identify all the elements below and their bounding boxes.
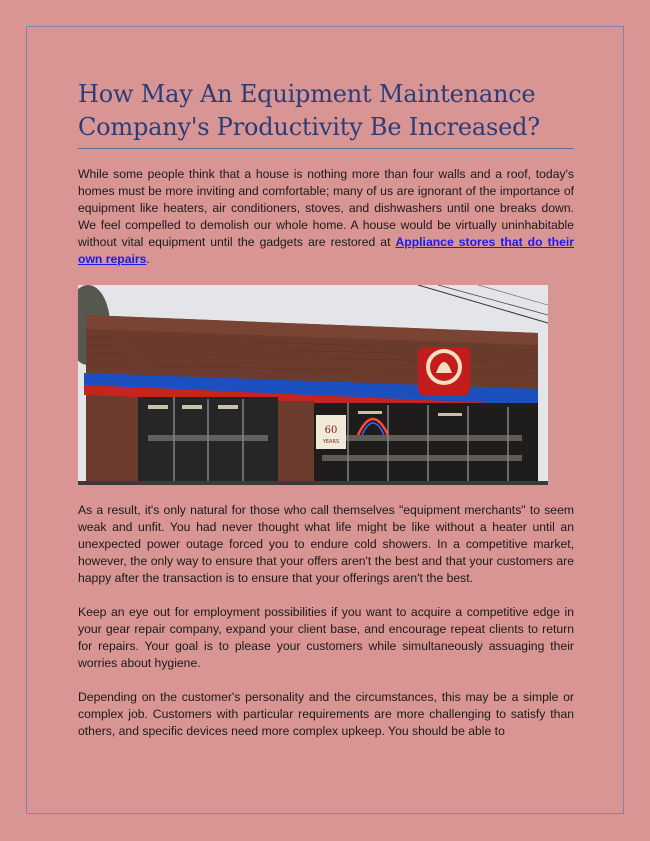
paragraph-2: As a result, it's only natural for those who call themselves "equipment merchants" to seem weak and unfit. You had never thought what life might be like without a heater until an unexpected power outage forced you to endure cold showers. In a competitive market, however, the only way to ensure that your offers aren't the best and that your customers are happy after the transaction is to ensure that your offerings aren't the best.	[78, 503, 574, 585]
title-underline	[78, 148, 574, 149]
document-body	[78, 78, 574, 740]
paragraph-1	[78, 166, 574, 268]
storefront-illustration	[78, 285, 548, 485]
sign-years-label: YEARS	[322, 439, 340, 445]
sign-60-years: 60	[324, 425, 338, 436]
paragraph-1-text: While some people think that a house is nothing more than four walls and a roof, today's homes must be more inviting and comfortable; many of us are ignorant of the importance of equipment like heaters, air conditioners, stoves, and dishwashers until one breaks down. We feel compelled to demolish our whole home. A house would be virtually uninhabitable without vital equipment until the gadgets are restored at	[78, 167, 574, 249]
appliance-stores-link[interactable]: Appliance stores that do their own repairs	[78, 235, 574, 266]
page-title: How May An Equipment Maintenance Company's Productivity Be Increased?	[78, 80, 540, 141]
paragraph-4: Depending on the customer's personality and the circumstances, this may be a simple or complex job. Customers with particular requirements are more challenging to satisfy than others, and specific devices need more complex upkeep. You should be able to	[78, 690, 574, 738]
paragraph-1-end: .	[146, 252, 150, 266]
paragraph-3: Keep an eye out for employment possibilities if you want to acquire a competitive edge in your gear repair company, expand your client base, and encourage repeat clients to return for repairs. Your goal is to please your customers while simultaneously assuaging their worries about hygiene.	[78, 605, 574, 670]
storefront-photo	[78, 285, 548, 485]
